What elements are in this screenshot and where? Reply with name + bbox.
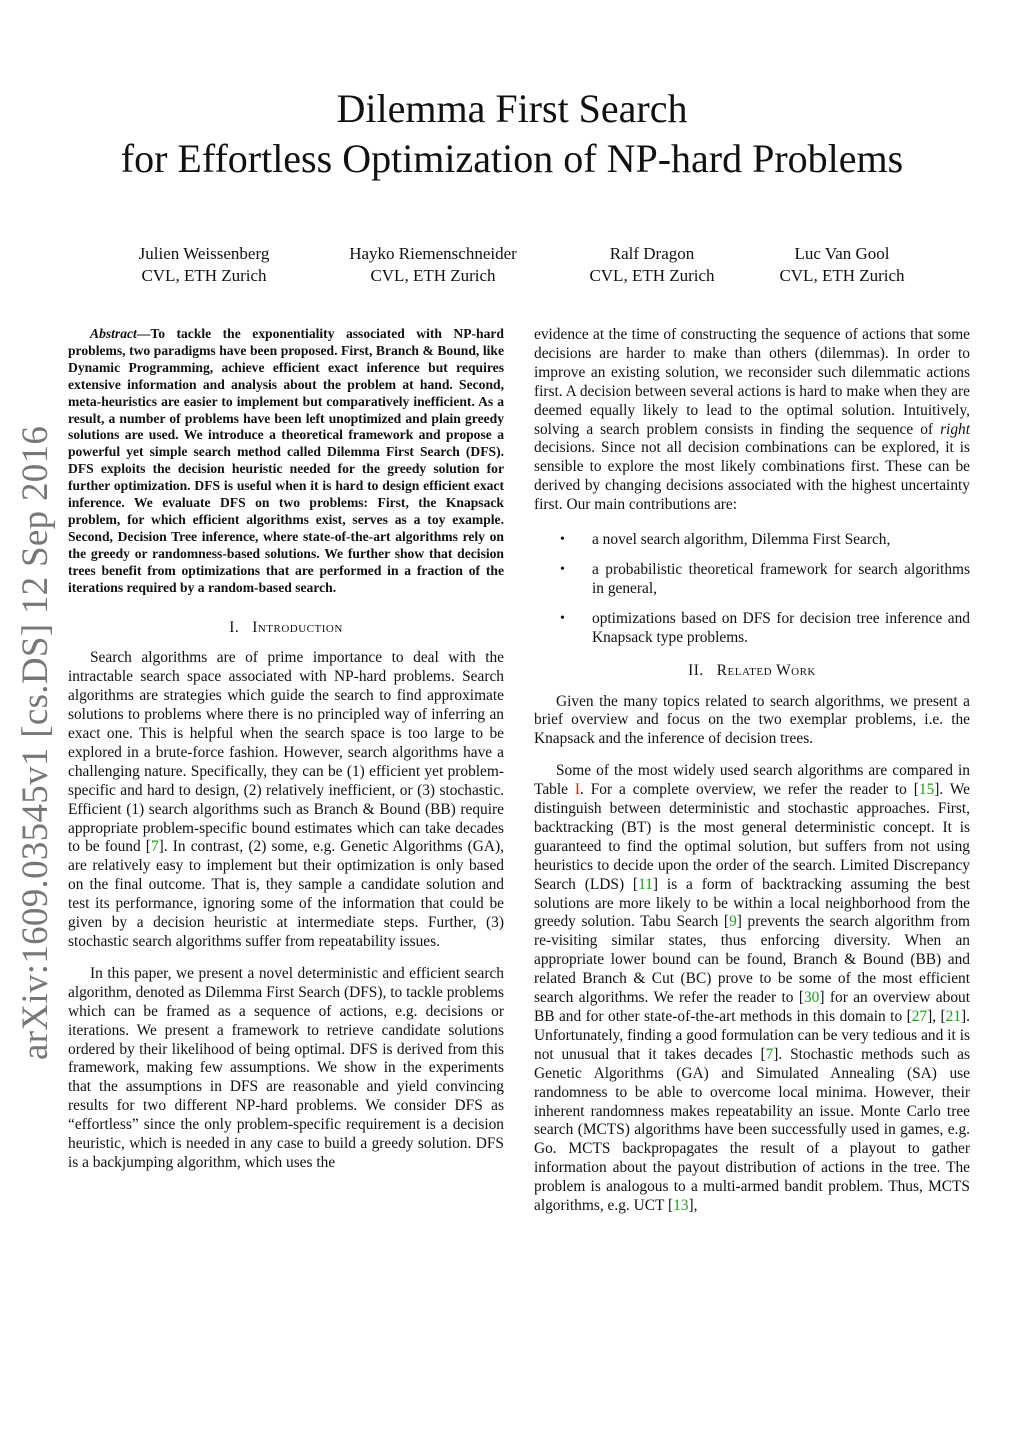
section-title: Introduction <box>252 618 343 636</box>
text-run: ], [ <box>927 1008 946 1025</box>
contributions-list <box>534 531 970 648</box>
bullet-icon: • <box>560 561 565 577</box>
text-run: Some of the most widely used search algorithms are compared in Table <box>534 762 970 799</box>
author-name: Julien Weissenberg <box>138 244 270 263</box>
list-item-text: optimizations based on DFS for decision tree inference and Knapsack type problems. <box>592 609 970 646</box>
author-affiliation: CVL, ETH Zurich <box>141 266 267 285</box>
section-title: Related Work <box>716 661 816 679</box>
author-name: Luc Van Gool <box>794 244 890 263</box>
list-item <box>534 610 970 648</box>
citation-link[interactable]: 30 <box>803 989 820 1007</box>
text-run: . For a complete overview, we refer the reader to [ <box>580 781 919 799</box>
text-run: decisions. Since not all decision combinations can be explored, it is sensible to explore the most likely combinations first. These can be derived by changing decisions associated with the highest uncertainty first. Our main contributions are: <box>534 439 970 514</box>
citation-link[interactable]: 21 <box>945 1008 962 1025</box>
citation-link[interactable]: 15 <box>918 781 935 799</box>
intro-paragraph-3 <box>534 326 970 515</box>
title-line-1: Dilemma First Search <box>336 86 688 131</box>
citation-link[interactable]: 27 <box>911 1008 928 1025</box>
arxiv-identifier: arXiv:1609.03545v1 [cs.DS] 12 Sep 2016 <box>15 425 56 1060</box>
text-run: ]. In contrast, (2) some, e.g. Genetic Algorithms (GA), are relatively easy to implement but their optimization is only based on the final outcome. That is, they sample a candidate solution and test its performance, ignoring some of the information that could be given by a decision heuristic at intermediate steps. Further, (3) stochastic search algorithms suffer from repeatability issues. <box>68 838 505 950</box>
author-name: Hayko Riemenschneider <box>349 244 517 263</box>
text-run: evidence at the time of constructing the sequence of actions that some decisions are harder to make than others (dilemmas). In order to improve an existing solution, we reconsider such dilemmatic actions first. A decision between several actions is hard to make when they are deemed equally likely to lead to the optimal solution. Intuitively, solving a search problem consists in finding the sequence of <box>534 326 970 438</box>
author-2 <box>313 243 553 287</box>
text-run: ] is a form of backtracking assuming the best solutions are more likely to be within a local neighborhood from the greedy solution. Tabu Search [ <box>534 875 970 931</box>
abstract-text: —To tackle the exponentiality associated with NP-hard problems, two paradigms have been proposed. First, Branch & Bound, like Dynamic Programming, achieve efficient exact inference but requires extensive information and analysis about the problem at hand. Second, meta-heuristics are easier to implement but comparatively inefficient. As a result, a number of problems have been left unoptimized and plain greedy solutions are used. We introduce a theoretical framework and propose a powerful yet simple search method called Dilemma First Search (DFS). DFS exploits the decision heuristic needed for the greedy solution for further optimization. DFS is useful when it is hard to design efficient exact inference. We evaluate DFS on two problems: First, the Knapsack problem, for which efficient algorithms exist, serves as a toy example. Second, Decision Tree inference, where state-of-the-art algorithms rely on the greedy or randomness-based solutions. We further show that decision trees benefit from optimizations that are performed in a fraction of the iterations required by a random-based search. <box>68 326 504 595</box>
section-number: I. <box>229 618 240 636</box>
list-item <box>534 561 970 599</box>
text-run: ] prevents the search algorithm from re-visiting similar states, thus enforcing diversity. When an appropriate lower bound can be found, Branch & Bound (BB) and related Branch & Cut (BC) prove to be some of the most efficient search algorithms. We refer the reader to [ <box>534 913 970 1007</box>
citation-link[interactable]: 7 <box>765 1045 774 1063</box>
author-affiliation: CVL, ETH Zurich <box>370 266 496 285</box>
text-run: ]. Stochastic methods such as Genetic Algorithms (GA) and Simulated Annealing (SA) use randomness to be able to overcome local minima. However, their inherent randomness makes repeatability an issue. Monte Carlo tree search (MCTS) algorithms have been successfully used in games, e.g. Go. MCTS backpropagates the result of a playout to gather information about the payout distribution of actions in the tree. The problem is analogous to a multi-armed bandit problem. Thus, MCTS algorithms, e.g. UCT [ <box>534 1045 970 1215</box>
section-heading-related-work <box>534 662 970 681</box>
section-number: II. <box>688 661 704 679</box>
emphasis: right <box>940 420 970 438</box>
author-affiliation: CVL, ETH Zurich <box>779 266 905 285</box>
citation-link[interactable]: 9 <box>729 913 737 931</box>
text-run: ]. We distinguish between deterministic and stochastic approaches. First, backtracking (BT) is the most general deterministic concept. It is guaranteed to find the optimal solution, but suffers from not using heuristics to decide upon the order of the search. Limited Discrepancy Search (LDS) [ <box>534 781 970 893</box>
list-item-text: a probabilistic theoretical framework for search algorithms in general, <box>592 560 970 597</box>
author-4 <box>722 243 962 287</box>
intro-paragraph-2: In this paper, we present a novel deterministic and efficient search algorithm, denoted as Dilemma First Search (DFS), to tackle problems which can be framed as a sequence of actions, e.g. decisions or iterations. We present a framework to retrieve candidate solutions ordered by their likelihood of being optimal. DFS is derived from this framework, making few assumptions. We show in the experiments that the assumptions in DFS are reasonable and yield convincing results for two different NP-hard problems. We consider DFS as “effortless” since the only problem-specific requirement is a decision heuristic, which is needed in any case to build a greedy solution. DFS is a backjumping algorithm, which uses the <box>68 964 504 1171</box>
abstract <box>68 326 504 597</box>
intro-paragraph-1 <box>68 649 504 952</box>
author-affiliation: CVL, ETH Zurich <box>589 266 715 285</box>
paper-title <box>0 84 1024 184</box>
citation-link[interactable]: 7 <box>150 838 159 856</box>
text-run: Search algorithms are of prime importance to deal with the intractable search space associated with NP-hard problems. Search algorithms are strategies which guide the search to find approximate solutions to problems where there is no principled way of inferring an exact one. This is helpful when the search space is too large to be explored in a brute-force fashion. However, search algorithms have a challenging nature. Specifically, they can be (1) efficient yet problem-specific and hard to design, (2) relatively inefficient, or (3) stochastic. Efficient (1) search algorithms such as Branch & Bound (BB) require appropriate problem-specific bound estimates which can take decades to be found [ <box>68 649 504 856</box>
left-column <box>68 326 504 1173</box>
right-column <box>534 326 970 1216</box>
section-heading-introduction <box>68 619 504 638</box>
abstract-label: Abstract <box>90 326 137 341</box>
related-paragraph-1: Given the many topics related to search algorithms, we present a brief overview and focus on the two exemplar problems, i.e. the Knapsack and the inference of decision trees. <box>534 692 970 748</box>
related-paragraph-2 <box>534 762 970 1216</box>
citation-link[interactable]: 11 <box>638 875 653 893</box>
title-line-2: for Effortless Optimization of NP-hard Problems <box>120 136 904 181</box>
bullet-icon: • <box>560 532 565 548</box>
citation-link[interactable]: 13 <box>673 1197 689 1215</box>
list-item <box>534 531 970 550</box>
bullet-icon: • <box>560 610 565 626</box>
author-1 <box>84 243 324 287</box>
text-run: ] for an overview about BB and for other state-of-the-art methods in this domain to [ <box>534 989 970 1025</box>
table-reference-link[interactable]: I <box>574 781 580 799</box>
text-run: ]. Unfortunately, finding a good formulation can be very tedious and it is not unusual that it takes decades [ <box>534 1008 970 1063</box>
text-run: ], <box>688 1197 698 1215</box>
author-name: Ralf Dragon <box>609 244 695 263</box>
list-item-text: a novel search algorithm, Dilemma First Search, <box>592 531 891 549</box>
